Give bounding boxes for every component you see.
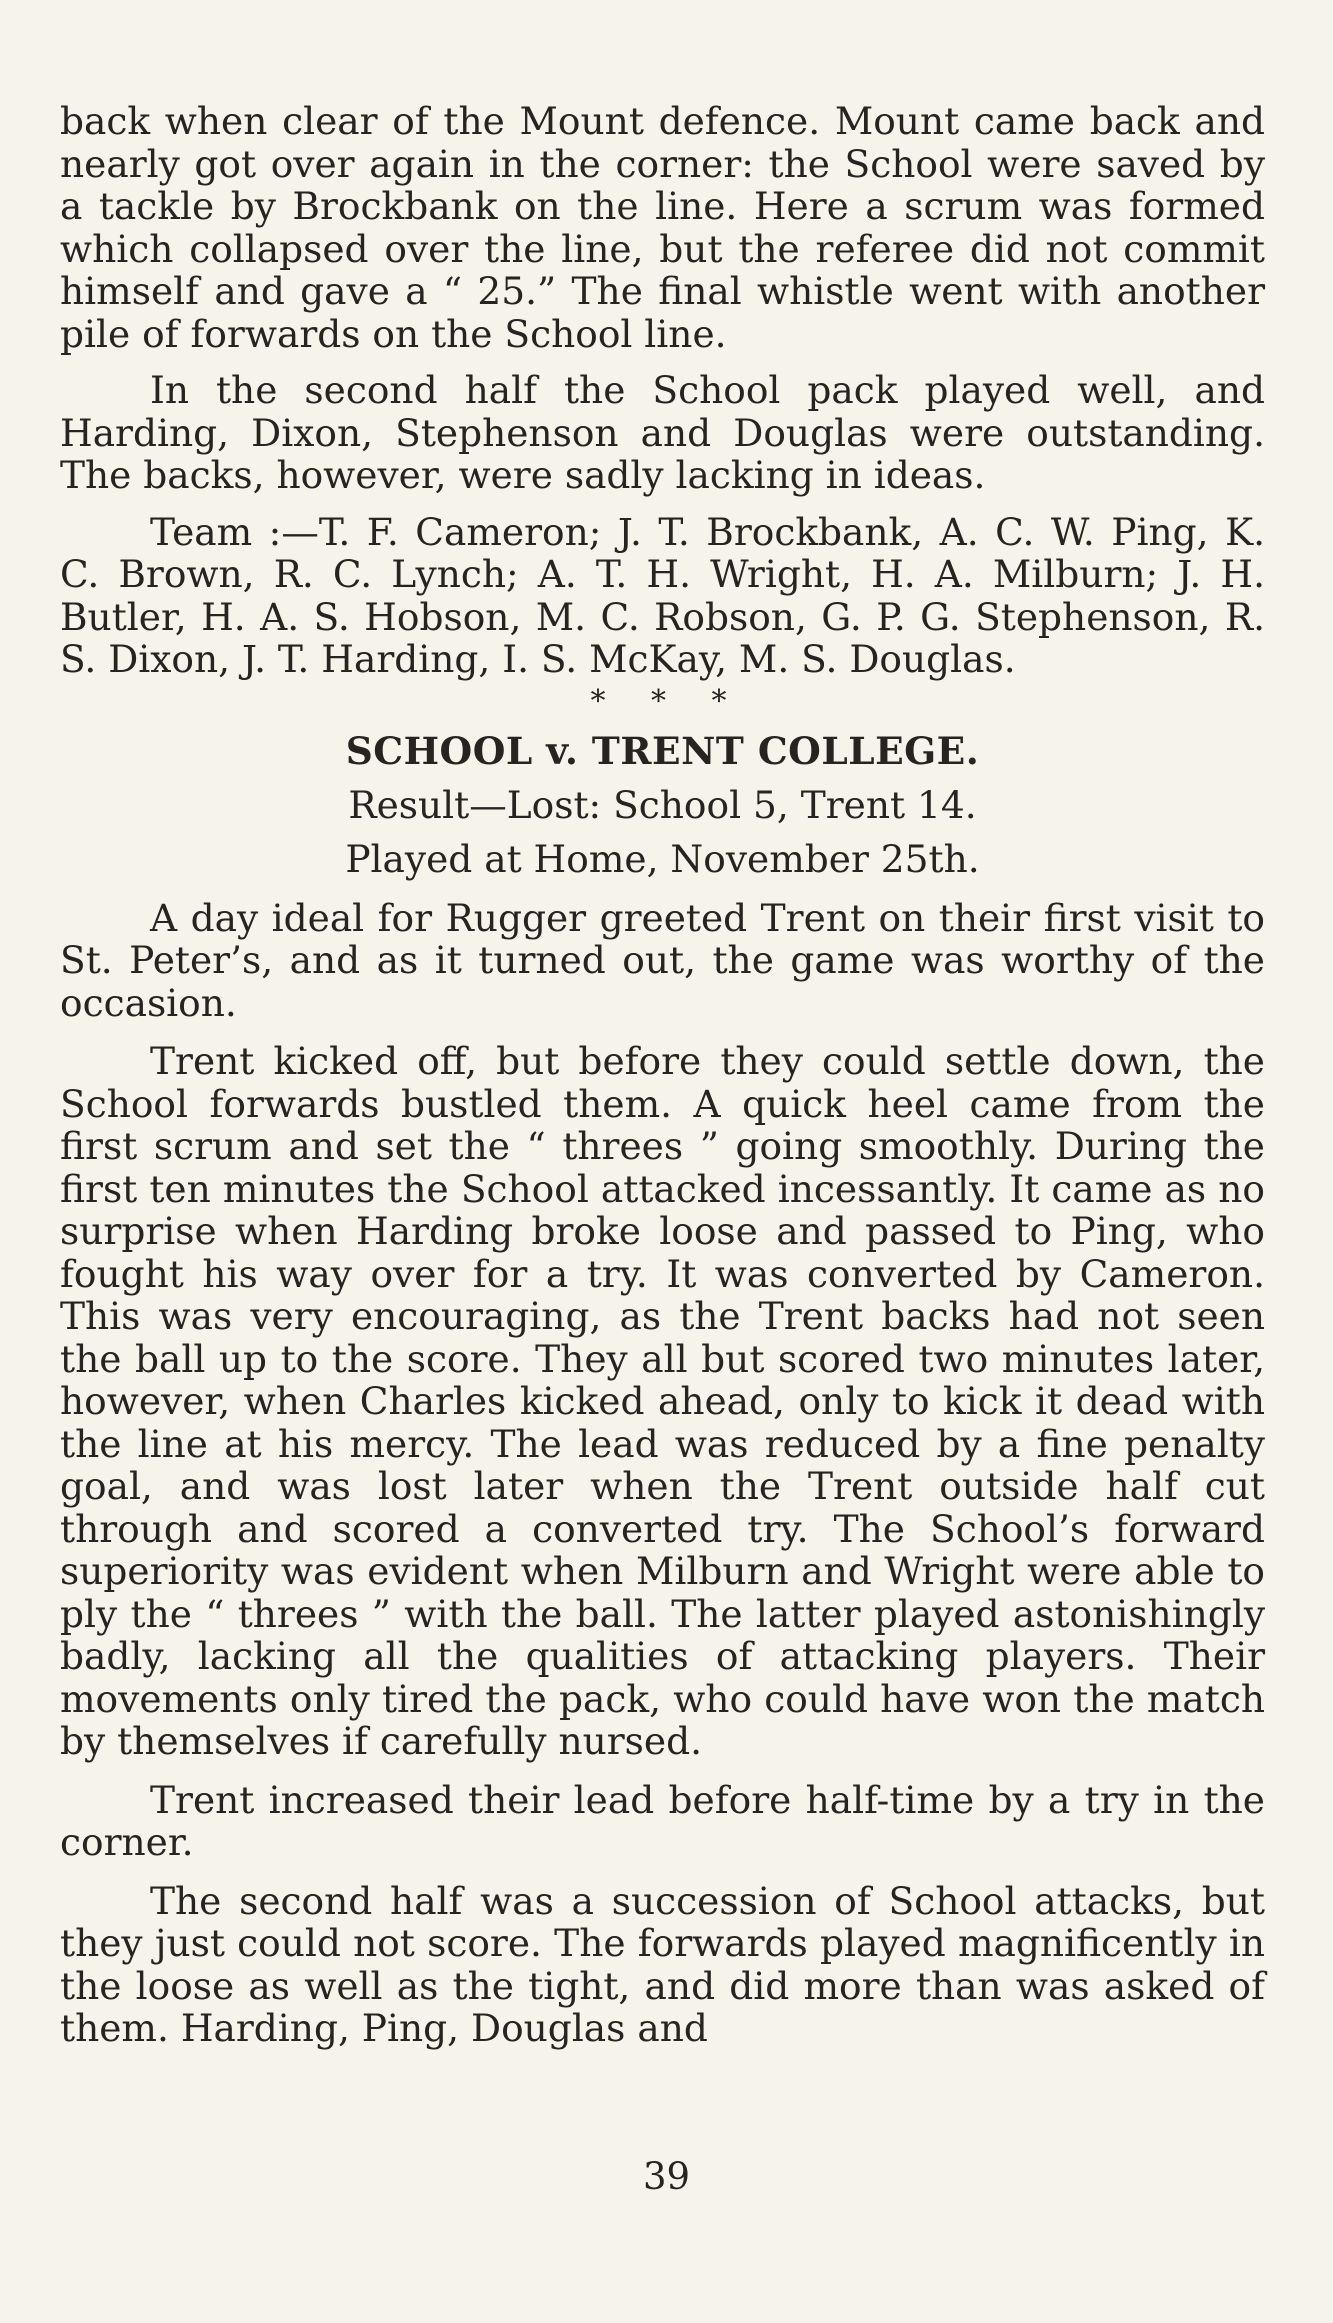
paragraph-mount-match-end: back when clear of the Mount defence. Mount came back and nearly got over again in the corner: the School were saved by a tackle by Brockbank on the line. Here a scrum was formed which collapsed over the line, but the referee did not commit himself and gave a “ 25.” The final whistle went with another pile of forwards on the School line. xyxy=(60,99,1265,356)
page-number: 39 xyxy=(642,2155,691,2198)
page-body xyxy=(60,100,1265,2050)
paragraph-first-half: Trent kicked off, but before they could settle down, the School forwards bustled them. A quick heel came from the first scrum and set the “ threes ” going smoothly. During the first ten minutes the School attacked incessantly. It came as no surprise when Harding broke loose and passed to Ping, who fought his way over for a try. It was converted by Cameron. This was very encouraging, as the Trent backs had not seen the ball up to the score. They all but scored two minutes later, however, when Charles kicked ahead, only to kick it dead with the line at his mercy. The lead was reduced by a fine penalty goal, and was lost later when the Trent outside half cut through and scored a converted try. The School’s forward superiority was evident when Milburn and Wright were able to ply the “ threes ” with the ball. The latter played astonishingly badly, lacking all the qualities of attacking players. Their movements only tired the pack, who could have won the match by themselves if carefully nursed. xyxy=(60,1039,1265,1763)
section-separator: * * * xyxy=(590,683,745,719)
team-list: Team :—T. F. Cameron; J. T. Brockbank, A. C. W. Ping, K. C. Brown, R. C. Lynch; A. T. H. Wright, H. A. Milburn; J. H. Butler, H. A. S. Hobson, M. C. Robson, G. P. G. Stephenson, R. S. Dixon, J. T. Harding, I. S. McKay, M. S. Douglas. xyxy=(60,509,1265,681)
match-result: Result—Lost: School 5, Trent 14. xyxy=(348,782,977,827)
paragraph-second-half: The second half was a succession of School attacks, but they just could not score. The forwards played magnificently in the loose as well as the tight, and did more than was asked of them. Harding, Ping, Douglas and xyxy=(60,1878,1265,2050)
match-venue: Played at Home, November 25th. xyxy=(345,836,980,881)
match-heading: SCHOOL v. TRENT COLLEGE. xyxy=(345,728,980,773)
paragraph-trent-intro: A day ideal for Rugger greeted Trent on their first visit to St. Peter’s, and as it turned out, the game was worthy of the occasion. xyxy=(60,895,1265,1025)
paragraph-second-half-mount: In the second half the School pack played well, and Harding, Dixon, Stephenson and Douglas were outstanding. The backs, however, were sadly lacking in ideas. xyxy=(60,368,1265,497)
paragraph-half-time: Trent increased their lead before half-time by a try in the corner. xyxy=(60,1777,1265,1864)
